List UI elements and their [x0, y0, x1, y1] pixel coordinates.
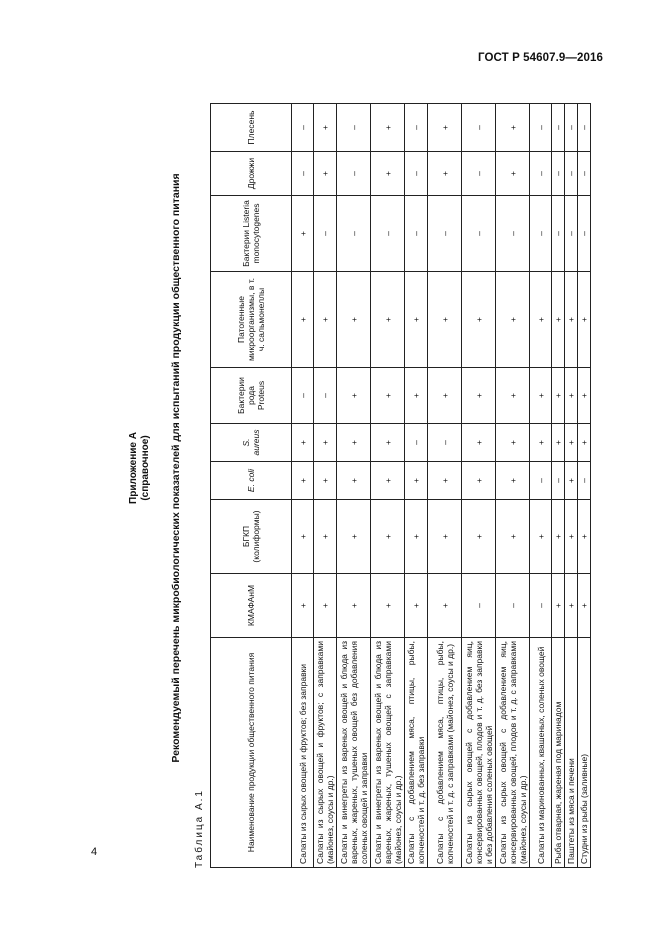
indicator-cell: –	[314, 368, 337, 424]
indicator-cell: +	[337, 272, 371, 368]
product-name-cell: Салаты из маринованных, квашеных, соленых овощей	[530, 638, 552, 868]
product-name-cell: Паштеты из мяса и печени	[565, 638, 578, 868]
indicator-cell: +	[496, 500, 530, 574]
indicator-cell: +	[530, 368, 552, 424]
indicator-cell: +	[371, 272, 405, 368]
table-label: Таблица А.1	[194, 789, 205, 868]
indicator-cell: +	[428, 500, 462, 574]
indicator-cell: +	[428, 574, 462, 638]
indicator-cell: –	[530, 152, 552, 196]
indicator-cell: –	[371, 196, 405, 272]
indicator-cell: –	[292, 104, 314, 152]
indicator-cell: +	[552, 424, 565, 462]
table-row	[530, 104, 552, 868]
table-row	[405, 104, 428, 868]
indicator-cell: –	[428, 196, 462, 272]
indicator-cell: +	[292, 462, 314, 500]
indicator-cell: –	[496, 196, 530, 272]
indicator-cell: +	[578, 368, 591, 424]
indicator-cell: +	[337, 424, 371, 462]
col-header-saureus: S. aureus	[211, 424, 292, 462]
col-header-kmafanm: КМАФАнМ	[211, 574, 292, 638]
indicator-cell: +	[565, 424, 578, 462]
product-name-cell: Салаты и винегреты из вареных овощей и блюда из вареных, жареных, тушеных овощей без добавления соленых овощей и заправки	[337, 638, 371, 868]
product-name-cell: Салаты из сырых овощей и фруктов; с заправками (майонез, соусы и др.)	[314, 638, 337, 868]
indicator-cell: +	[578, 500, 591, 574]
indicator-cell: +	[578, 424, 591, 462]
indicator-cell: –	[552, 462, 565, 500]
col-header-proteus: Бактерии рода Proteus	[211, 368, 292, 424]
indicator-cell: –	[565, 152, 578, 196]
indicator-cell: –	[578, 152, 591, 196]
indicator-cell: +	[371, 462, 405, 500]
indicator-cell: +	[371, 574, 405, 638]
indicator-cell: –	[337, 196, 371, 272]
indicator-cell: –	[552, 104, 565, 152]
indicator-cell: +	[530, 424, 552, 462]
indicator-cell: –	[405, 424, 428, 462]
indicator-cell: +	[428, 152, 462, 196]
indicator-cell: +	[462, 500, 496, 574]
indicator-cell: +	[578, 272, 591, 368]
indicator-cell: –	[462, 152, 496, 196]
indicator-cell: +	[428, 104, 462, 152]
indicator-cell: +	[337, 574, 371, 638]
indicator-cell: –	[405, 196, 428, 272]
table-row	[496, 104, 530, 868]
product-name-cell: Салаты из сырых овощей с добавлением яиц, консервированных овощей, плодов и т. д. с заправками (майонез, соусы и др.)	[496, 638, 530, 868]
indicator-cell: +	[496, 152, 530, 196]
indicator-cell: +	[337, 462, 371, 500]
table-row	[428, 104, 462, 868]
indicator-cell: –	[565, 196, 578, 272]
indicator-cell: +	[405, 272, 428, 368]
indicator-cell: –	[552, 196, 565, 272]
indicator-cell: +	[565, 368, 578, 424]
indicator-cell: –	[578, 104, 591, 152]
indicator-cell: +	[496, 272, 530, 368]
product-name-cell: Салаты из сырых овощей и фруктов; без заправки	[292, 638, 314, 868]
indicator-cell: –	[337, 152, 371, 196]
rotated-page-content	[128, 68, 589, 868]
indicator-cell: +	[405, 500, 428, 574]
indicator-cell: +	[496, 104, 530, 152]
table-row	[337, 104, 371, 868]
product-name-cell: Салаты из сырых овощей с добавлением яиц, консервированных овощей, плодов и т. д. без заправки и без добавления соленых овощей	[462, 638, 496, 868]
indicator-cell: –	[565, 104, 578, 152]
indicator-cell: +	[405, 574, 428, 638]
table-row	[578, 104, 591, 868]
indicator-cell: +	[552, 272, 565, 368]
page-number: 4	[91, 846, 98, 858]
indicator-cell: +	[496, 368, 530, 424]
indicator-cell: +	[292, 424, 314, 462]
indicator-cell: +	[552, 368, 565, 424]
indicator-cell: +	[565, 574, 578, 638]
indicator-cell: –	[496, 574, 530, 638]
document-header: ГОСТ Р 54607.9—2016	[478, 52, 603, 64]
indicator-cell: +	[371, 368, 405, 424]
indicator-cell: +	[292, 500, 314, 574]
indicator-cell: –	[405, 152, 428, 196]
indicator-cell: +	[462, 424, 496, 462]
indicator-cell: +	[314, 500, 337, 574]
indicator-cell: –	[530, 462, 552, 500]
indicator-cell: +	[462, 272, 496, 368]
indicator-cell: +	[371, 104, 405, 152]
indicator-cell: –	[337, 104, 371, 152]
indicator-cell: +	[530, 272, 552, 368]
indicator-cell: +	[337, 500, 371, 574]
indicator-cell: +	[314, 462, 337, 500]
indicator-cell: +	[496, 424, 530, 462]
indicator-cell: –	[578, 196, 591, 272]
table-row	[552, 104, 565, 868]
indicator-cell: +	[565, 500, 578, 574]
indicator-cell: +	[565, 272, 578, 368]
indicator-cell: +	[371, 152, 405, 196]
indicator-cell: +	[552, 574, 565, 638]
microbiology-table	[210, 103, 591, 868]
indicator-cell: +	[405, 368, 428, 424]
indicator-cell: +	[292, 196, 314, 272]
indicator-cell: –	[552, 152, 565, 196]
table-header-row	[211, 104, 292, 868]
indicator-cell: +	[314, 574, 337, 638]
indicator-cell: +	[371, 424, 405, 462]
col-header-yeast: Дрожжи	[211, 152, 292, 196]
indicator-cell: +	[371, 500, 405, 574]
indicator-cell: +	[428, 272, 462, 368]
indicator-cell: +	[428, 462, 462, 500]
col-header-listeria: Бактерии Listeria monocytogenes	[211, 196, 292, 272]
indicator-cell: +	[337, 368, 371, 424]
indicator-cell: –	[462, 196, 496, 272]
indicator-cell: –	[314, 196, 337, 272]
col-header-ecoli: E. coli	[211, 462, 292, 500]
product-name-cell: Салаты с добавлением мяса, птицы, рыбы, копченостей и т. д. с заправками (майонез, соусы и др.)	[428, 638, 462, 868]
table-row	[371, 104, 405, 868]
indicator-cell: –	[428, 424, 462, 462]
indicator-cell: +	[314, 104, 337, 152]
appendix-subtitle: (справочное)	[140, 435, 151, 501]
indicator-cell: +	[292, 272, 314, 368]
indicator-cell: +	[405, 462, 428, 500]
table-row	[292, 104, 314, 868]
product-name-cell: Салаты с добавлением мяса, птицы, рыбы, копченостей и т. д. без заправки	[405, 638, 428, 868]
indicator-cell: +	[565, 462, 578, 500]
indicator-cell: –	[530, 574, 552, 638]
appendix-heading: Рекомендуемый перечень микробиологических показателей для испытаний продукции общественного питания	[170, 173, 182, 763]
indicator-cell: +	[530, 500, 552, 574]
indicator-cell: –	[578, 462, 591, 500]
indicator-cell: +	[314, 424, 337, 462]
table-row	[462, 104, 496, 868]
indicator-cell: –	[530, 104, 552, 152]
indicator-cell: –	[462, 574, 496, 638]
table-row	[314, 104, 337, 868]
col-header-bgkp: БГКП (колиформы)	[211, 500, 292, 574]
indicator-cell: +	[552, 500, 565, 574]
appendix-title: Приложение А	[128, 432, 139, 504]
indicator-cell: –	[405, 104, 428, 152]
table-body	[292, 104, 591, 868]
indicator-cell: +	[578, 574, 591, 638]
indicator-cell: +	[292, 574, 314, 638]
indicator-cell: –	[292, 368, 314, 424]
product-name-cell: Салаты и винегреты из вареных овощей и блюда из вареных, жареных, тушеных овощей с заправками (майонез, соусы и др.)	[371, 638, 405, 868]
indicator-cell: +	[496, 462, 530, 500]
indicator-cell: +	[428, 368, 462, 424]
indicator-cell: +	[314, 272, 337, 368]
indicator-cell: +	[314, 152, 337, 196]
indicator-cell: +	[462, 462, 496, 500]
col-header-pathogens: Патогенные микроорганизмы, в т. ч. сальмонеллы	[211, 272, 292, 368]
col-header-mold: Плесень	[211, 104, 292, 152]
table-row	[565, 104, 578, 868]
indicator-cell: +	[462, 368, 496, 424]
col-header-product: Наименование продукции общественного питания	[211, 638, 292, 868]
indicator-cell: –	[530, 196, 552, 272]
product-name-cell: Рыба отварная, жареная под маринадом	[552, 638, 565, 868]
indicator-cell: –	[292, 152, 314, 196]
indicator-cell: –	[462, 104, 496, 152]
product-name-cell: Студни из рыбы (заливные)	[578, 638, 591, 868]
